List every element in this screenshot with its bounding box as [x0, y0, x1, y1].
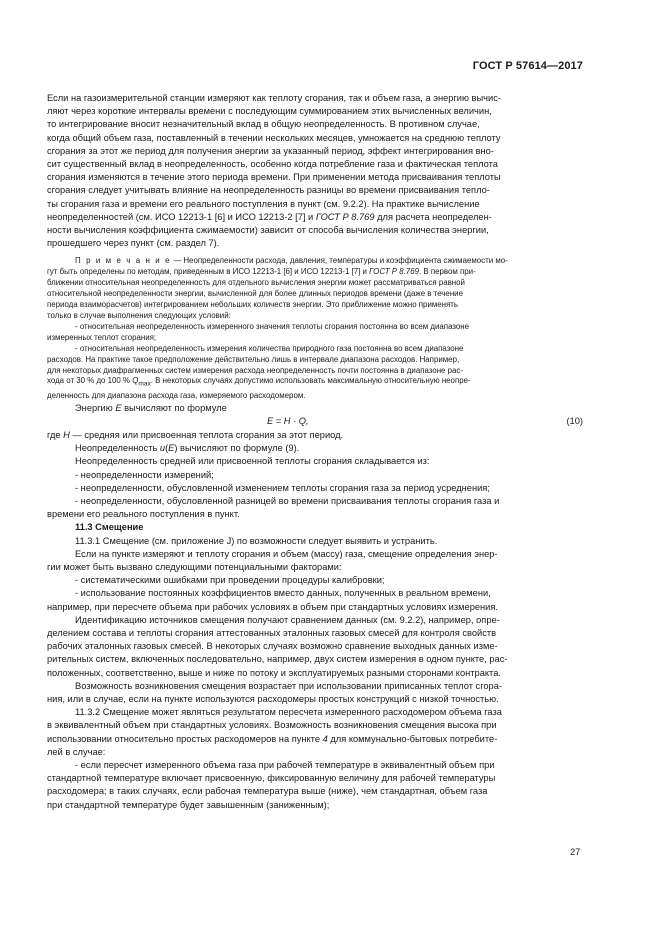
list-item: - неопределенности, обусловленной изменением теплоты сгорания газа за период усреднения;	[75, 482, 490, 493]
text-line: 11.3.2 Смещение может являться результатом пересчета измеренного расходомером объема газа	[75, 707, 502, 718]
standard-reference: ГОСТ Р 8.769	[315, 211, 375, 222]
text-line: положенных, соответственно, выше и ниже по потоку и эксплуатируемых разными сторонами контракта.	[47, 667, 501, 678]
text-line: Если на пункте измеряют и теплоту сгорания и объем (массу) газа, смещение определения энер-	[75, 548, 498, 559]
text-line: стандартной температуре включает присвоенную, фиксированную величину для рабочей температуры	[47, 773, 496, 784]
note-label: П р и м е ч а н и е	[75, 256, 172, 266]
page-number: 27	[570, 847, 581, 857]
page-content	[47, 92, 583, 812]
text-line: Неопределенность средней или присвоенной теплоты сгорания складывается из:	[75, 456, 430, 467]
text-line: при стандартной температуре будет завышенным (заниженным);	[47, 799, 330, 810]
text-line: только в случае выполнения следующих условий:	[47, 310, 231, 320]
text-line	[47, 211, 583, 224]
standard-reference: ГОСТ Р 8.769	[369, 267, 419, 277]
text-segment: Неопределенность	[75, 443, 160, 454]
text-line: прошедшего через пункт (см. раздел 7).	[47, 238, 220, 249]
text-line: рительных систем, включенных последовательно, например, двух систем измерения в одном пункте, рас-	[47, 654, 508, 665]
formula-number: (10)	[566, 416, 583, 426]
formula-intro	[47, 402, 583, 415]
intro-paragraph	[47, 92, 583, 250]
symbol-u: u	[159, 443, 166, 454]
text-line	[47, 256, 583, 267]
note-block	[47, 256, 583, 401]
text-line: расходов. На практике такое предположение действительно лишь в интервале диапазона расходов. Например,	[47, 354, 460, 364]
section-body	[47, 535, 583, 812]
text-segment: где	[47, 430, 64, 440]
list-item: - неопределенности, обусловленной разницей во времени присваивания теплоты сгорания газа и	[75, 496, 500, 507]
text-segment: (	[165, 443, 169, 454]
text-segment: — Неопределенности расхода, давления, температуры и коэффициента сжимаемости мо-	[171, 256, 508, 266]
text-line: сит существенный вклад в неопределенность, особенно когда потребление газа и фактическая теплота	[47, 159, 498, 170]
text-segment: гут быть определены по методам, приведенным в ИСО 12213-1 [6] и ИСО 12213-1 [7] и	[47, 267, 370, 277]
text-line: Идентификацию источников смещения получают сравнением данных (см. 9.2.2), например, опре-	[75, 614, 500, 625]
text-segment: вычисляют по формуле	[121, 402, 227, 413]
text-line: когда общий объем газа, поставленный в течении нескольких месяцев, умножается на среднюю теплоту	[47, 132, 501, 143]
list-item: - неопределенности измерений;	[75, 469, 214, 480]
text-line: относительной неопределенности энергии, вычисленной для более длинных периодов времени (даже в течение	[47, 289, 463, 299]
text-line: для некоторых диафрагменных систем измерения расхода неопределенность почти постоянна в диапазоне рас-	[47, 365, 463, 375]
list-item: - если пересчет измеренного объема газа при рабочей температуре в эквивалентный объем при	[75, 760, 495, 771]
text-line: периода взаиморасчетов) интегрированием небольших количеств энергии. Это приближение можно применять	[47, 300, 459, 310]
uncertainty-block	[47, 442, 583, 521]
text-line: гии может быть вызвано следующими потенциальными факторами:	[47, 562, 342, 573]
symbol-h: H	[63, 430, 70, 440]
text-line: в эквивалентный объем при стандартных условиях. Возможность возникновения смещения высока при	[47, 720, 497, 731]
text-line: сгорания изменяются в течение этого периода времени. При применении метода присваивания теплоты	[47, 172, 501, 183]
formula-expression: E = H · Q,	[267, 416, 309, 426]
text-line: расходомера; в таких случаях, если рабочая температура выше (ниже), чем стандартная, объем газа	[47, 786, 488, 797]
text-line	[47, 376, 583, 390]
text-segment: хода от 30 % до 100 %	[47, 376, 133, 386]
text-line: 11.3.1 Смещение (см. приложение J) по возможности следует выявить и устранить.	[75, 535, 438, 546]
section-title: 11.3 Смещение	[75, 522, 144, 533]
text-line: например, при пересчете объема при рабочих условиях в объем при стандартных условиях измерения.	[47, 601, 498, 612]
text-line: ляют через короткие интервалы времени с последующим суммированием этих вычисленных величин,	[47, 106, 492, 117]
document-code-header: ГОСТ Р 57614—2017	[472, 60, 583, 72]
symbol-e: E	[115, 402, 122, 413]
point-number: 4	[322, 733, 328, 744]
text-line: то интегрирование вносит незначительный вклад в общую неопределенность. В противном случае,	[47, 119, 480, 130]
text-segment: — средняя или присвоенная теплота сгорания за этот период.	[69, 430, 344, 440]
formula-row	[47, 415, 583, 429]
list-item: - использование постоянных коэффициентов вместо данных, полученных в реальном времени,	[75, 588, 491, 599]
formula-where	[47, 429, 583, 442]
text-line: Если на газоизмерительной станции измеряют как теплоту сгорания, так и объем газа, а энергию вычис-	[47, 93, 501, 103]
text-line: - относительная неопределенность измерения количества природного газа постоянна во всем диапазоне	[75, 343, 464, 353]
text-segment: ) вычисляют по формуле (9).	[174, 443, 300, 454]
symbol-q: Q	[132, 376, 139, 386]
text-segment: для коммунально-бытовых потребите-	[327, 733, 498, 744]
text-segment: . В некоторых случаях допустимо использовать максимальную относительную неопре-	[150, 376, 471, 386]
text-line: времени его реального поступления в пункт.	[47, 509, 240, 520]
text-line: ния, или в случае, если на пункте используются расходомеры простых конструкций с низкой точностью.	[47, 694, 499, 705]
text-line: деленность для диапазона расхода газа, измеряемого расходомером.	[47, 390, 306, 400]
text-line: сгорания за этот же период для получения энергии за указанный период, эффект интегрирования вно-	[47, 145, 494, 156]
text-line: ближении относительная неопределенность для отдельного вычисления энергии может рассматриваться равной	[47, 278, 465, 288]
text-line	[47, 733, 583, 746]
text-line: делением состава и теплоты сгорания аттестованных эталонных газовых смесей для контроля свойств	[47, 628, 497, 639]
text-line: сгорания следует учитывать влияние на неопределенность разницы во времени присваивания тепло-	[47, 185, 490, 196]
text-line: измеренных теплот сгорания;	[47, 332, 157, 342]
list-item: - систематическими ошибками при проведении процедуры калибровки;	[75, 575, 385, 586]
text-line: Возможность возникновения смещения возрастает при использовании приписанных теплот сгора-	[75, 680, 502, 691]
text-line: лей в случае:	[47, 746, 106, 757]
text-segment: для расчета неопределен-	[374, 211, 492, 222]
text-line: ты сгорания газа и времени его реального поступления в пункт (см. 9.2.2). На практике вычисление	[47, 198, 480, 209]
text-segment: Энергию	[75, 402, 116, 413]
text-segment: неопределенностей (см. ИСО 12213-1 [6] и ИСО 12213-2 [7] и	[47, 211, 316, 222]
text-line: ности вычисления коэффициента сжимаемости) зависит от способа вычисления количества энергии,	[47, 225, 489, 236]
text-line	[47, 442, 583, 455]
text-line: - относительная неопределенность измеренного значения теплоты сгорания постоянна во всем диапазоне	[75, 321, 470, 331]
symbol-e: E	[168, 443, 175, 454]
text-line: рабочих эталонных газовых смесей. В некоторых случаях возможно сравнение выходных данных изме-	[47, 641, 498, 652]
text-line	[47, 267, 583, 278]
text-segment: использовании относительно простых расходомеров на пункте	[47, 733, 323, 744]
text-segment: . В первом при-	[418, 267, 476, 277]
subscript-max: max	[138, 380, 151, 388]
